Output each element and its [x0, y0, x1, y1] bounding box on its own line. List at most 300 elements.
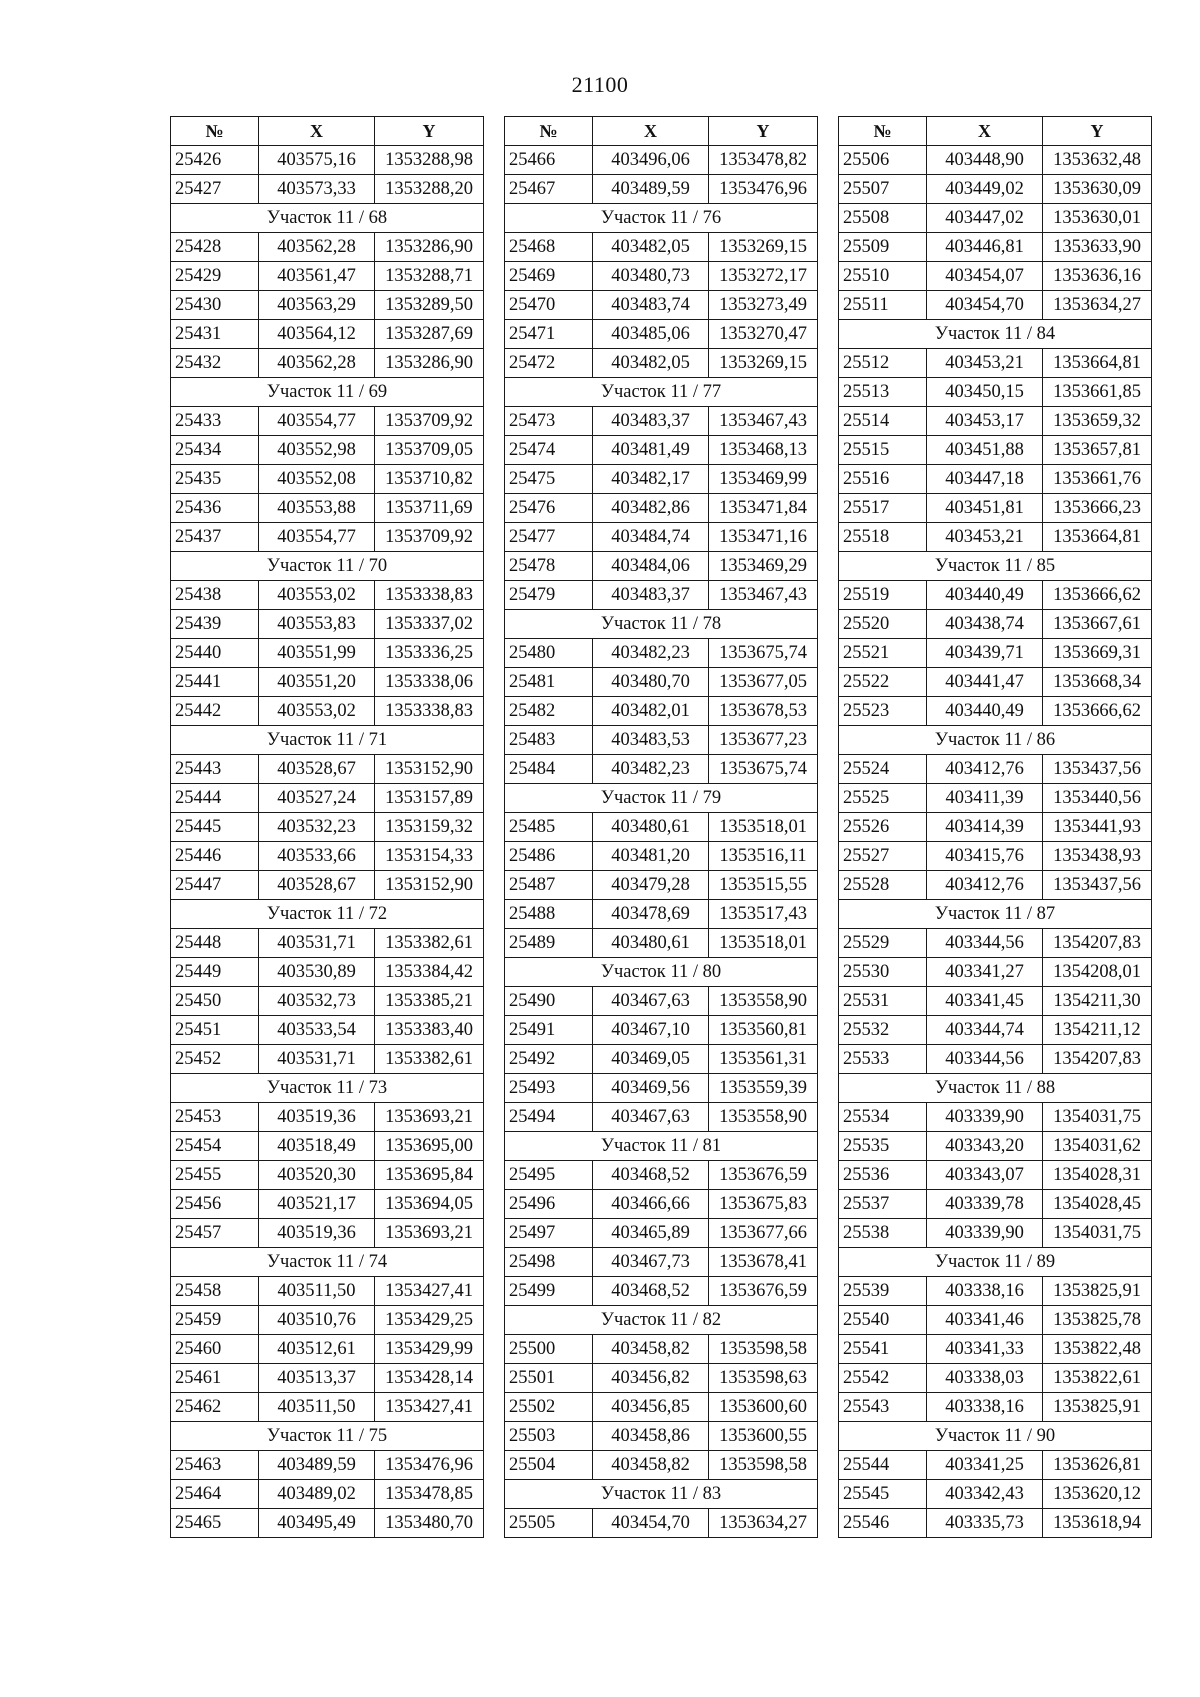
y-coordinate-cell: 1353441,93: [1043, 813, 1152, 842]
y-coordinate-cell: 1354031,62: [1043, 1132, 1152, 1161]
table-row: [839, 1509, 1152, 1538]
x-coordinate-cell: 403339,90: [927, 1219, 1043, 1248]
point-number-cell: 25488: [505, 900, 593, 929]
x-coordinate-cell: 403554,77: [259, 523, 375, 552]
y-coordinate-cell: 1353471,16: [709, 523, 818, 552]
point-number-cell: 25480: [505, 639, 593, 668]
section-row: [839, 1248, 1152, 1277]
table-row: [171, 1103, 484, 1132]
table-header-row: [505, 117, 818, 146]
x-coordinate-cell: 403528,67: [259, 871, 375, 900]
table-row: [839, 1277, 1152, 1306]
point-number-cell: 25461: [171, 1364, 259, 1393]
y-coordinate-cell: 1353159,32: [375, 813, 484, 842]
x-coordinate-cell: 403530,89: [259, 958, 375, 987]
x-coordinate-cell: 403341,45: [927, 987, 1043, 1016]
table-row: [839, 987, 1152, 1016]
table-row: [839, 146, 1152, 175]
x-coordinate-cell: 403483,53: [593, 726, 709, 755]
table-row: [171, 784, 484, 813]
table-row: [505, 1190, 818, 1219]
point-number-cell: 25473: [505, 407, 593, 436]
x-coordinate-cell: 403458,86: [593, 1422, 709, 1451]
table-row: [171, 407, 484, 436]
column-header-x: X: [927, 117, 1043, 146]
table-row: [505, 320, 818, 349]
section-title: Участок 11 / 74: [171, 1248, 484, 1277]
x-coordinate-cell: 403552,08: [259, 465, 375, 494]
point-number-cell: 25524: [839, 755, 927, 784]
x-coordinate-cell: 403458,82: [593, 1335, 709, 1364]
table-row: [839, 1016, 1152, 1045]
table-row: [839, 1335, 1152, 1364]
table-row: [839, 610, 1152, 639]
table-row: [171, 1364, 484, 1393]
point-number-cell: 25501: [505, 1364, 593, 1393]
table-row: [839, 813, 1152, 842]
table-row: [839, 581, 1152, 610]
point-number-cell: 25436: [171, 494, 259, 523]
point-number-cell: 25456: [171, 1190, 259, 1219]
x-coordinate-cell: 403480,70: [593, 668, 709, 697]
point-number-cell: 25468: [505, 233, 593, 262]
x-coordinate-cell: 403553,88: [259, 494, 375, 523]
table-row: [505, 291, 818, 320]
y-coordinate-cell: 1353600,55: [709, 1422, 818, 1451]
table-row: [171, 320, 484, 349]
point-number-cell: 25506: [839, 146, 927, 175]
y-coordinate-cell: 1353709,92: [375, 523, 484, 552]
x-coordinate-cell: 403485,06: [593, 320, 709, 349]
point-number-cell: 25515: [839, 436, 927, 465]
point-number-cell: 25526: [839, 813, 927, 842]
y-coordinate-cell: 1353825,78: [1043, 1306, 1152, 1335]
section-row: [505, 1306, 818, 1335]
table-row: [839, 262, 1152, 291]
x-coordinate-cell: 403454,70: [927, 291, 1043, 320]
y-coordinate-cell: 1354207,83: [1043, 929, 1152, 958]
table-row: [171, 1451, 484, 1480]
table-row: [839, 436, 1152, 465]
section-row: [171, 1248, 484, 1277]
x-coordinate-cell: 403453,17: [927, 407, 1043, 436]
point-number-cell: 25487: [505, 871, 593, 900]
point-number-cell: 25445: [171, 813, 259, 842]
section-row: [171, 1422, 484, 1451]
point-number-cell: 25512: [839, 349, 927, 378]
x-coordinate-cell: 403519,36: [259, 1219, 375, 1248]
x-coordinate-cell: 403415,76: [927, 842, 1043, 871]
y-coordinate-cell: 1353825,91: [1043, 1277, 1152, 1306]
x-coordinate-cell: 403553,83: [259, 610, 375, 639]
point-number-cell: 25474: [505, 436, 593, 465]
point-number-cell: 25428: [171, 233, 259, 262]
table-row: [839, 697, 1152, 726]
x-coordinate-cell: 403484,74: [593, 523, 709, 552]
x-coordinate-cell: 403451,88: [927, 436, 1043, 465]
table-row: [171, 262, 484, 291]
y-coordinate-cell: 1354031,75: [1043, 1219, 1152, 1248]
x-coordinate-cell: 403341,27: [927, 958, 1043, 987]
y-coordinate-cell: 1353467,43: [709, 581, 818, 610]
section-row: [505, 204, 818, 233]
column-header-y: Y: [709, 117, 818, 146]
section-row: [171, 900, 484, 929]
x-coordinate-cell: 403342,43: [927, 1480, 1043, 1509]
y-coordinate-cell: 1353429,99: [375, 1335, 484, 1364]
table-row: [505, 349, 818, 378]
x-coordinate-cell: 403482,05: [593, 233, 709, 262]
y-coordinate-cell: 1353632,48: [1043, 146, 1152, 175]
table-body: [839, 146, 1152, 1538]
table-row: [171, 1161, 484, 1190]
table-row: [839, 639, 1152, 668]
x-coordinate-cell: 403341,25: [927, 1451, 1043, 1480]
x-coordinate-cell: 403562,28: [259, 233, 375, 262]
x-coordinate-cell: 403481,49: [593, 436, 709, 465]
x-coordinate-cell: 403438,74: [927, 610, 1043, 639]
y-coordinate-cell: 1353695,00: [375, 1132, 484, 1161]
y-coordinate-cell: 1353675,74: [709, 639, 818, 668]
table-row: [505, 900, 818, 929]
x-coordinate-cell: 403482,01: [593, 697, 709, 726]
point-number-cell: 25429: [171, 262, 259, 291]
table-row: [171, 958, 484, 987]
table-row: [505, 1422, 818, 1451]
point-number-cell: 25464: [171, 1480, 259, 1509]
section-row: [505, 1480, 818, 1509]
point-number-cell: 25511: [839, 291, 927, 320]
x-coordinate-cell: 403552,98: [259, 436, 375, 465]
table-row: [505, 726, 818, 755]
point-number-cell: 25449: [171, 958, 259, 987]
section-title: Участок 11 / 77: [505, 378, 818, 407]
y-coordinate-cell: 1353469,29: [709, 552, 818, 581]
x-coordinate-cell: 403343,07: [927, 1161, 1043, 1190]
x-coordinate-cell: 403338,16: [927, 1277, 1043, 1306]
y-coordinate-cell: 1353709,05: [375, 436, 484, 465]
y-coordinate-cell: 1353428,14: [375, 1364, 484, 1393]
x-coordinate-cell: 403447,02: [927, 204, 1043, 233]
point-number-cell: 25504: [505, 1451, 593, 1480]
y-coordinate-cell: 1354211,12: [1043, 1016, 1152, 1045]
x-coordinate-cell: 403454,07: [927, 262, 1043, 291]
table-row: [505, 842, 818, 871]
section-title: Участок 11 / 88: [839, 1074, 1152, 1103]
x-coordinate-cell: 403440,49: [927, 697, 1043, 726]
section-title: Участок 11 / 71: [171, 726, 484, 755]
table-row: [171, 1480, 484, 1509]
x-coordinate-cell: 403482,23: [593, 639, 709, 668]
x-coordinate-cell: 403339,78: [927, 1190, 1043, 1219]
table-row: [839, 1045, 1152, 1074]
y-coordinate-cell: 1353385,21: [375, 987, 484, 1016]
x-coordinate-cell: 403467,63: [593, 1103, 709, 1132]
x-coordinate-cell: 403480,61: [593, 929, 709, 958]
x-coordinate-cell: 403414,39: [927, 813, 1043, 842]
x-coordinate-cell: 403483,74: [593, 291, 709, 320]
y-coordinate-cell: 1353338,83: [375, 697, 484, 726]
point-number-cell: 25475: [505, 465, 593, 494]
point-number-cell: 25509: [839, 233, 927, 262]
x-coordinate-cell: 403533,66: [259, 842, 375, 871]
point-number-cell: 25455: [171, 1161, 259, 1190]
point-number-cell: 25431: [171, 320, 259, 349]
column-header-number: №: [839, 117, 927, 146]
point-number-cell: 25486: [505, 842, 593, 871]
y-coordinate-cell: 1353661,76: [1043, 465, 1152, 494]
table-row: [839, 755, 1152, 784]
x-coordinate-cell: 403510,76: [259, 1306, 375, 1335]
point-number-cell: 25503: [505, 1422, 593, 1451]
table-row: [171, 1016, 484, 1045]
section-title: Участок 11 / 72: [171, 900, 484, 929]
y-coordinate-cell: 1353825,91: [1043, 1393, 1152, 1422]
y-coordinate-cell: 1353661,85: [1043, 378, 1152, 407]
table-row: [839, 349, 1152, 378]
point-number-cell: 25470: [505, 291, 593, 320]
point-number-cell: 25471: [505, 320, 593, 349]
y-coordinate-cell: 1353467,43: [709, 407, 818, 436]
table-row: [839, 378, 1152, 407]
y-coordinate-cell: 1353288,98: [375, 146, 484, 175]
x-coordinate-cell: 403533,54: [259, 1016, 375, 1045]
y-coordinate-cell: 1353440,56: [1043, 784, 1152, 813]
point-number-cell: 25460: [171, 1335, 259, 1364]
point-number-cell: 25477: [505, 523, 593, 552]
section-row: [839, 552, 1152, 581]
point-number-cell: 25496: [505, 1190, 593, 1219]
table-row: [171, 813, 484, 842]
x-coordinate-cell: 403341,33: [927, 1335, 1043, 1364]
table-row: [839, 175, 1152, 204]
table-row: [505, 523, 818, 552]
x-coordinate-cell: 403551,20: [259, 668, 375, 697]
x-coordinate-cell: 403335,73: [927, 1509, 1043, 1538]
y-coordinate-cell: 1353288,71: [375, 262, 484, 291]
point-number-cell: 25527: [839, 842, 927, 871]
column-header-y: Y: [375, 117, 484, 146]
y-coordinate-cell: 1353468,13: [709, 436, 818, 465]
point-number-cell: 25500: [505, 1335, 593, 1364]
section-row: [839, 726, 1152, 755]
section-title: Участок 11 / 86: [839, 726, 1152, 755]
table-row: [505, 1045, 818, 1074]
table-row: [505, 1335, 818, 1364]
x-coordinate-cell: 403450,15: [927, 378, 1043, 407]
x-coordinate-cell: 403469,56: [593, 1074, 709, 1103]
y-coordinate-cell: 1353630,01: [1043, 204, 1152, 233]
x-coordinate-cell: 403344,56: [927, 929, 1043, 958]
y-coordinate-cell: 1353429,25: [375, 1306, 484, 1335]
point-number-cell: 25438: [171, 581, 259, 610]
x-coordinate-cell: 403449,02: [927, 175, 1043, 204]
x-coordinate-cell: 403456,85: [593, 1393, 709, 1422]
table-row: [171, 668, 484, 697]
point-number-cell: 25427: [171, 175, 259, 204]
x-coordinate-cell: 403448,90: [927, 146, 1043, 175]
column-header-number: №: [171, 117, 259, 146]
point-number-cell: 25540: [839, 1306, 927, 1335]
y-coordinate-cell: 1353600,60: [709, 1393, 818, 1422]
x-coordinate-cell: 403496,06: [593, 146, 709, 175]
x-coordinate-cell: 403466,66: [593, 1190, 709, 1219]
x-coordinate-cell: 403467,73: [593, 1248, 709, 1277]
point-number-cell: 25525: [839, 784, 927, 813]
x-coordinate-cell: 403482,23: [593, 755, 709, 784]
coordinate-table-1: [170, 116, 484, 1538]
y-coordinate-cell: 1353286,90: [375, 233, 484, 262]
x-coordinate-cell: 403511,50: [259, 1277, 375, 1306]
point-number-cell: 25444: [171, 784, 259, 813]
table-row: [839, 1364, 1152, 1393]
y-coordinate-cell: 1353664,81: [1043, 523, 1152, 552]
point-number-cell: 25539: [839, 1277, 927, 1306]
x-coordinate-cell: 403513,37: [259, 1364, 375, 1393]
y-coordinate-cell: 1353561,31: [709, 1045, 818, 1074]
point-number-cell: 25466: [505, 146, 593, 175]
section-title: Участок 11 / 79: [505, 784, 818, 813]
point-number-cell: 25484: [505, 755, 593, 784]
y-coordinate-cell: 1353666,62: [1043, 581, 1152, 610]
x-coordinate-cell: 403468,52: [593, 1161, 709, 1190]
table-row: [505, 1161, 818, 1190]
y-coordinate-cell: 1353678,41: [709, 1248, 818, 1277]
y-coordinate-cell: 1353338,83: [375, 581, 484, 610]
x-coordinate-cell: 403469,05: [593, 1045, 709, 1074]
section-row: [171, 726, 484, 755]
point-number-cell: 25491: [505, 1016, 593, 1045]
table-row: [171, 146, 484, 175]
y-coordinate-cell: 1353620,12: [1043, 1480, 1152, 1509]
table-row: [505, 175, 818, 204]
x-coordinate-cell: 403481,20: [593, 842, 709, 871]
y-coordinate-cell: 1353287,69: [375, 320, 484, 349]
y-coordinate-cell: 1353559,39: [709, 1074, 818, 1103]
x-coordinate-cell: 403440,49: [927, 581, 1043, 610]
section-row: [171, 1074, 484, 1103]
point-number-cell: 25472: [505, 349, 593, 378]
x-coordinate-cell: 403468,52: [593, 1277, 709, 1306]
x-coordinate-cell: 403439,71: [927, 639, 1043, 668]
table-row: [505, 233, 818, 262]
section-title: Участок 11 / 82: [505, 1306, 818, 1335]
point-number-cell: 25457: [171, 1219, 259, 1248]
table-row: [839, 871, 1152, 900]
y-coordinate-cell: 1353382,61: [375, 929, 484, 958]
table-row: [839, 1190, 1152, 1219]
table-row: [839, 842, 1152, 871]
table-row: [505, 1509, 818, 1538]
y-coordinate-cell: 1353675,83: [709, 1190, 818, 1219]
x-coordinate-cell: 403454,70: [593, 1509, 709, 1538]
x-coordinate-cell: 403341,46: [927, 1306, 1043, 1335]
x-coordinate-cell: 403411,39: [927, 784, 1043, 813]
point-number-cell: 25502: [505, 1393, 593, 1422]
section-title: Участок 11 / 90: [839, 1422, 1152, 1451]
section-title: Участок 11 / 75: [171, 1422, 484, 1451]
table-row: [171, 349, 484, 378]
x-coordinate-cell: 403527,24: [259, 784, 375, 813]
point-number-cell: 25521: [839, 639, 927, 668]
point-number-cell: 25441: [171, 668, 259, 697]
table-row: [171, 1190, 484, 1219]
table-row: [171, 842, 484, 871]
x-coordinate-cell: 403561,47: [259, 262, 375, 291]
point-number-cell: 25481: [505, 668, 593, 697]
x-coordinate-cell: 403482,86: [593, 494, 709, 523]
coordinate-table-2: [504, 116, 818, 1538]
y-coordinate-cell: 1353668,34: [1043, 668, 1152, 697]
table-row: [839, 465, 1152, 494]
x-coordinate-cell: 403553,02: [259, 581, 375, 610]
x-coordinate-cell: 403458,82: [593, 1451, 709, 1480]
y-coordinate-cell: 1353634,27: [709, 1509, 818, 1538]
section-title: Участок 11 / 73: [171, 1074, 484, 1103]
table-row: [839, 291, 1152, 320]
y-coordinate-cell: 1353288,20: [375, 175, 484, 204]
y-coordinate-cell: 1353518,01: [709, 929, 818, 958]
point-number-cell: 25453: [171, 1103, 259, 1132]
point-number-cell: 25435: [171, 465, 259, 494]
table-row: [505, 146, 818, 175]
y-coordinate-cell: 1354028,45: [1043, 1190, 1152, 1219]
y-coordinate-cell: 1353633,90: [1043, 233, 1152, 262]
point-number-cell: 25530: [839, 958, 927, 987]
y-coordinate-cell: 1353478,82: [709, 146, 818, 175]
table-row: [839, 204, 1152, 233]
table-row: [171, 1335, 484, 1364]
point-number-cell: 25450: [171, 987, 259, 1016]
table-row: [505, 929, 818, 958]
x-coordinate-cell: 403467,10: [593, 1016, 709, 1045]
x-coordinate-cell: 403441,47: [927, 668, 1043, 697]
x-coordinate-cell: 403528,67: [259, 755, 375, 784]
y-coordinate-cell: 1353618,94: [1043, 1509, 1152, 1538]
point-number-cell: 25440: [171, 639, 259, 668]
x-coordinate-cell: 403512,61: [259, 1335, 375, 1364]
table-row: [171, 1045, 484, 1074]
x-coordinate-cell: 403489,59: [593, 175, 709, 204]
table-row: [171, 436, 484, 465]
table-header-row: [171, 117, 484, 146]
x-coordinate-cell: 403480,61: [593, 813, 709, 842]
table-row: [505, 1393, 818, 1422]
coordinate-table-3: [838, 116, 1152, 1538]
y-coordinate-cell: 1353677,05: [709, 668, 818, 697]
y-coordinate-cell: 1353675,74: [709, 755, 818, 784]
y-coordinate-cell: 1353289,50: [375, 291, 484, 320]
table-row: [839, 784, 1152, 813]
section-title: Участок 11 / 69: [171, 378, 484, 407]
section-row: [839, 320, 1152, 349]
y-coordinate-cell: 1353659,32: [1043, 407, 1152, 436]
point-number-cell: 25541: [839, 1335, 927, 1364]
point-number-cell: 25469: [505, 262, 593, 291]
x-coordinate-cell: 403484,06: [593, 552, 709, 581]
y-coordinate-cell: 1353657,81: [1043, 436, 1152, 465]
y-coordinate-cell: 1353157,89: [375, 784, 484, 813]
y-coordinate-cell: 1353634,27: [1043, 291, 1152, 320]
point-number-cell: 25495: [505, 1161, 593, 1190]
table-row: [171, 581, 484, 610]
y-coordinate-cell: 1353710,82: [375, 465, 484, 494]
y-coordinate-cell: 1353382,61: [375, 1045, 484, 1074]
y-coordinate-cell: 1353471,84: [709, 494, 818, 523]
point-number-cell: 25516: [839, 465, 927, 494]
point-number-cell: 25498: [505, 1248, 593, 1277]
table-row: [839, 523, 1152, 552]
